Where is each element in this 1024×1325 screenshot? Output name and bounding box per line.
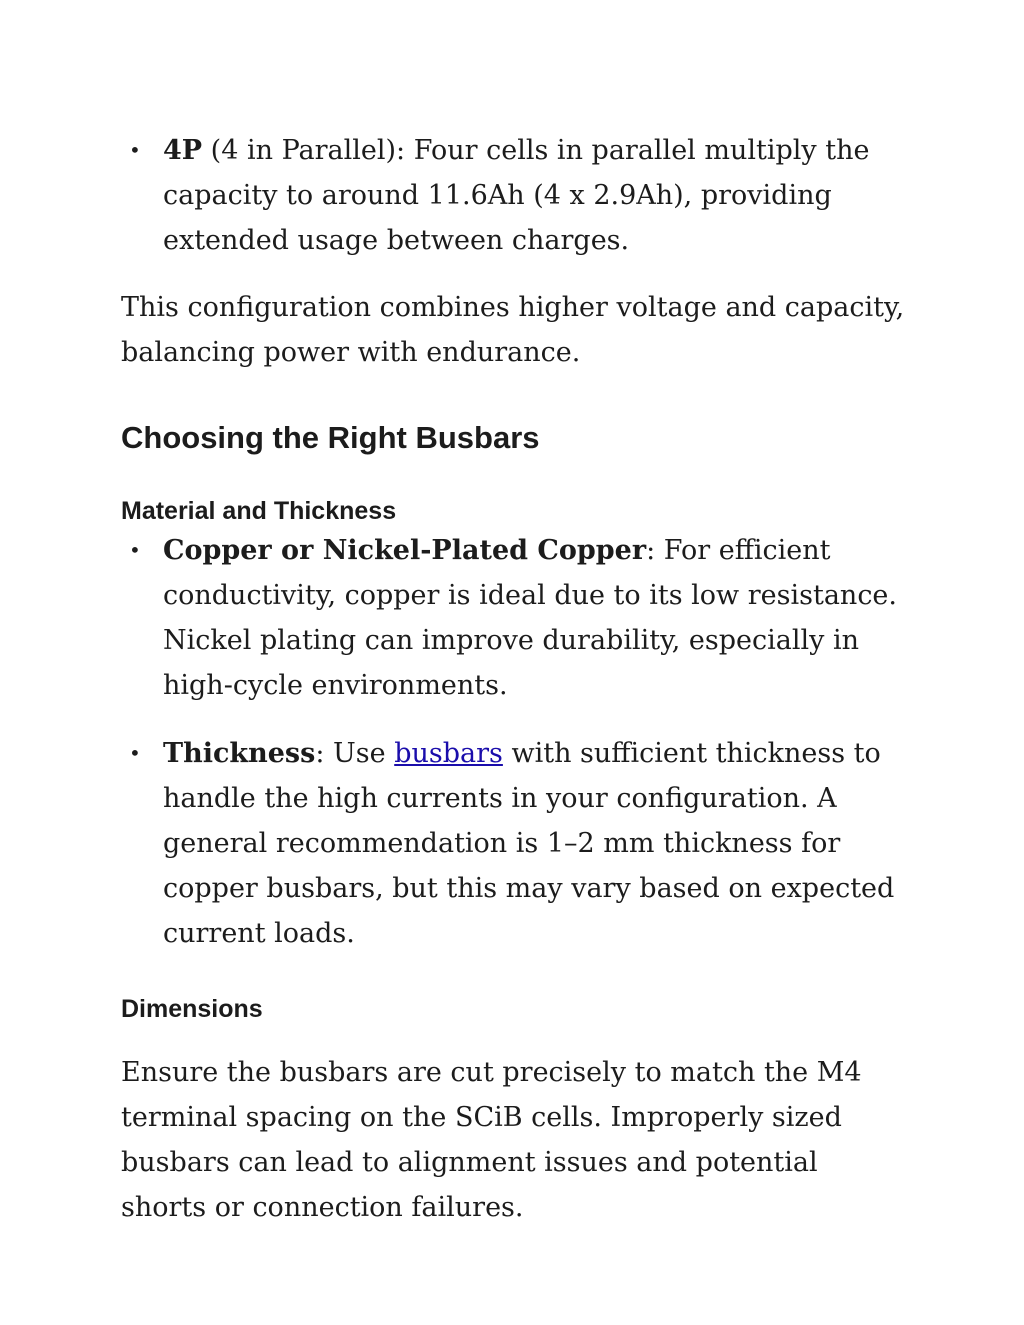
parallel-config-list [121,128,911,263]
term-copper: Copper or Nickel-Plated Copper [163,535,647,566]
desc-thickness-after: with sufficient thickness to handle the high currents in your configuration. A general recommendation is 1–2 mm thickness for copper busbars, but this may vary based on expected current loads. [163,738,895,949]
dimensions-heading: Dimensions [121,995,263,1023]
desc-thickness-before: : Use [315,738,395,769]
desc-copper: : For efficient conductivity, copper is ideal due to its low resistance. Nickel plating can improve durability, especially in high-cycle environments. [163,535,897,701]
dimensions-paragraph: Ensure the busbars are cut precisely to match the M4 terminal spacing on the SCiB cells. Improperly sized busbars can lead to alignment issues and potential shorts or connection failures. [121,1057,862,1223]
list-item-thickness [121,731,911,956]
desc-4p: (4 in Parallel): Four cells in parallel multiply the capacity to around 11.6Ah (4 x 2.9Ah), providing extended usage between charges. [163,135,870,256]
material-thickness-heading: Material and Thickness [121,497,397,525]
config-summary-paragraph: This configuration combines higher voltage and capacity, balancing power with endurance. [121,292,905,368]
list-item-copper [121,528,911,708]
busbar-material-list [121,528,911,956]
list-item-4p [121,128,911,263]
term-thickness: Thickness [163,738,316,769]
article-content [121,128,911,1230]
section-heading: Choosing the Right Busbars [121,420,540,455]
busbars-link[interactable]: busbars [394,738,503,769]
term-4p: 4P [163,135,203,166]
